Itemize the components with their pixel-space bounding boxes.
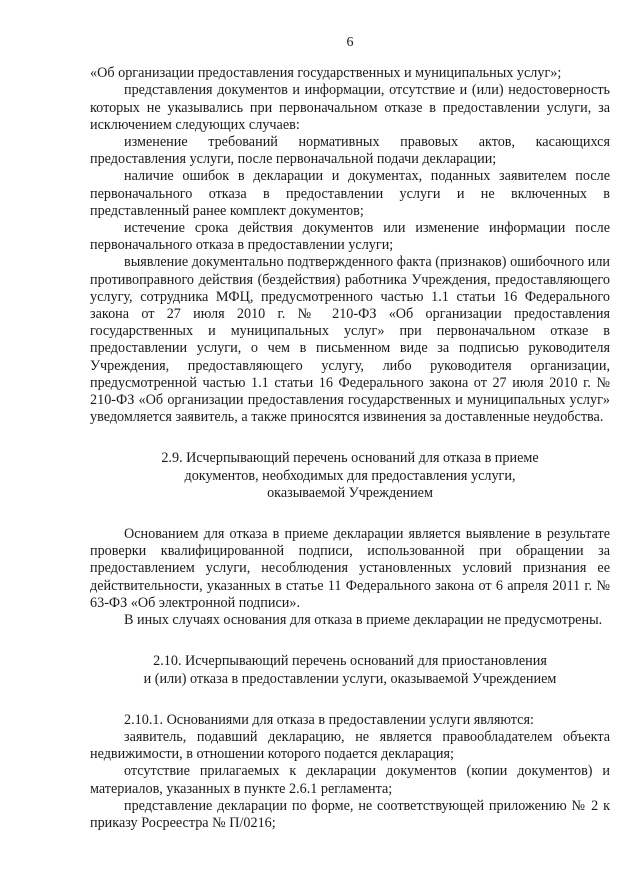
section-2-9-body: [90, 526, 610, 629]
heading-line: и (или) отказа в предоставлении услуги, оказываемой Учреждением: [143, 670, 557, 687]
paragraph: В иных случаях основания для отказа в приеме декларации не предусмотрены.: [124, 612, 603, 629]
section-heading-2-10: [90, 653, 610, 687]
paragraph: изменение требований нормативных правовых актов, касающихся предоставления услуги, после первоначальной подачи декларации;: [90, 134, 610, 168]
heading-line: документов, необходимых для предоставления услуги,: [184, 467, 516, 484]
section-heading-2-9: [90, 450, 610, 502]
page-number: 6: [346, 35, 354, 50]
section-2-8-continuation: [90, 65, 610, 426]
heading-line: 2.9. Исчерпывающий перечень оснований для отказа в приеме: [161, 450, 539, 467]
section-2-10-body: [90, 712, 610, 832]
paragraph: «Об организации предоставления государственных и муниципальных услуг»;: [90, 65, 562, 82]
paragraph: истечение срока действия документов или изменение информации после первоначального отказа в предоставлении услуги;: [90, 220, 610, 254]
paragraph: 2.10.1. Основаниями для отказа в предоставлении услуги являются:: [124, 711, 534, 728]
heading-line: оказываемой Учреждением: [267, 484, 433, 501]
paragraph: представления документов и информации, отсутствие и (или) недостоверность которых не указывались при первоначальном отказе в предоставлении услуги, за исключением следующих случаев:: [90, 82, 610, 133]
paragraph: отсутствие прилагаемых к декларации документов (копии документов) и материалов, указанных в пункте 2.6.1 регламента;: [90, 763, 610, 797]
heading-line: 2.10. Исчерпывающий перечень оснований для приостановления: [153, 653, 547, 670]
paragraph: заявитель, подавший декларацию, не является правообладателем объекта недвижимости, в отношении которого подается декларация;: [90, 728, 610, 763]
paragraph: представление декларации по форме, не соответствующей приложению № 2 к приказу Росреестра № П/0216;: [90, 797, 610, 831]
paragraph: выявление документально подтвержденного факта (признаков) ошибочного или противоправного действия (бездействия) работника Учреждения, предоставляющего услугу, сотрудника МФЦ, предусмотренного частью 1.1 статьи 16 Федерального закона от 27 июля 2010 г. № 210-ФЗ «Об организации предоставления государственных и муниципальных услуг» при первоначальном отказе в предоставлении услуги, о чем в письменном виде за подписью руководителя Учреждения, предоставляющего услугу, либо руководителя организации, предусмотренной частью 1.1 статьи 16 Федерального закона от 27 июля 2010 г. № 210-ФЗ «Об организации предоставления государственных и муниципальных услуг» уведомляется заявитель, а также приносятся извинения за доставленные неудобства.: [90, 254, 610, 426]
paragraph: наличие ошибок в декларации и документах, поданных заявителем после первоначального отказа в предоставлении услуги и не включенных в представленный ранее комплект документов;: [90, 168, 610, 219]
paragraph: Основанием для отказа в приеме декларации является выявление в результате проверки квалифицированной подписи, использованной при обращении за предоставлением услуги, несоблюдения установленных условий признания ее действительности, указанных в статье 11 Федерального закона от 6 апреля 2011 г. № 63-ФЗ «Об электронной подписи».: [90, 526, 610, 611]
